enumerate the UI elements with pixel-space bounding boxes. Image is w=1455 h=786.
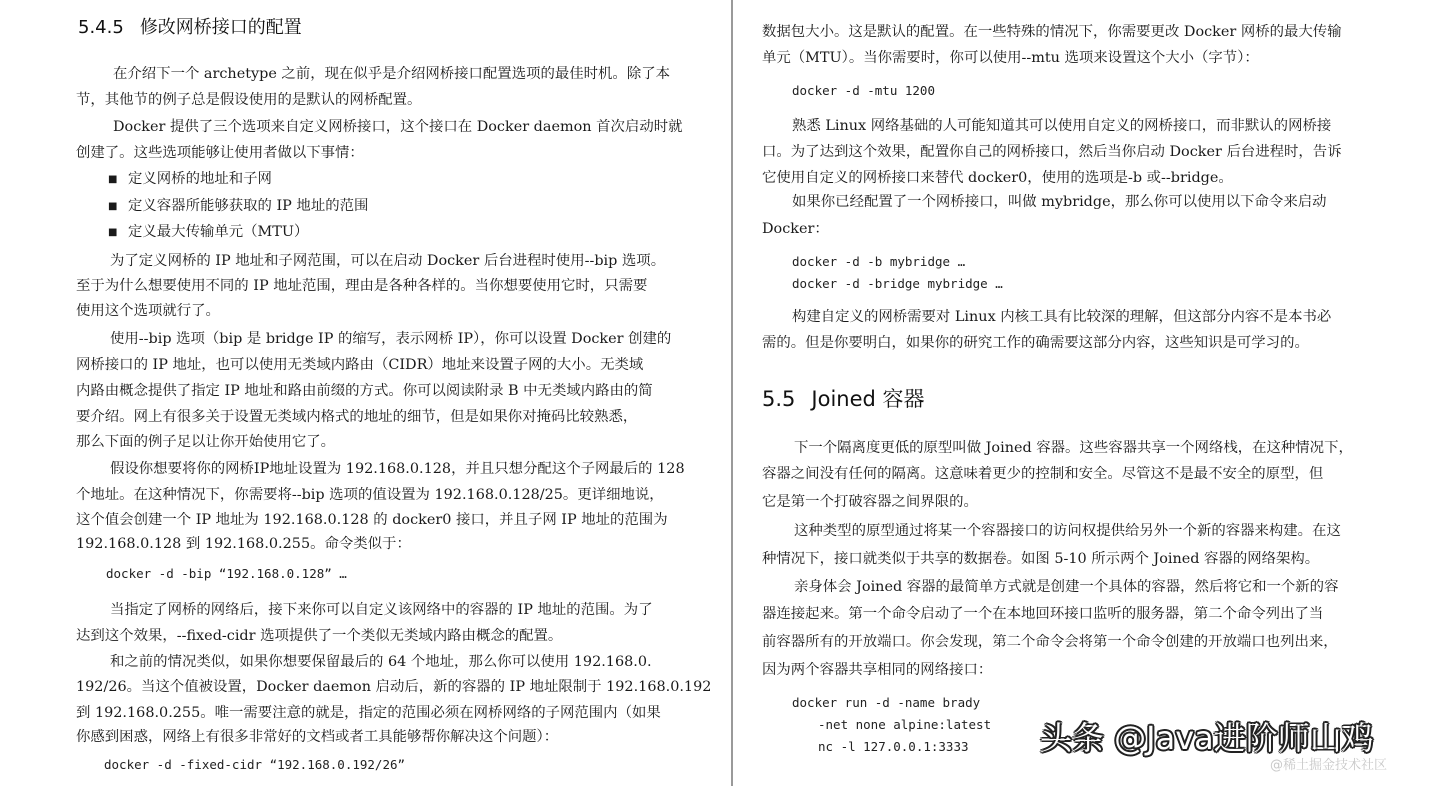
section-number: 5.4.5 (78, 17, 124, 38)
paragraph-line: 它使用自定义的网桥接口来替代 docker0，使用的选项是-b 或--bridge。 (762, 170, 1233, 186)
bullet-item: ■ 定义网桥的地址和子网 (128, 169, 272, 189)
section-title: 修改网桥接口的配置 (139, 17, 302, 38)
code-block-docker-run-line: docker run -d -name brady (792, 695, 981, 710)
paragraph-line: 器连接起来。第一个命令启动了一个在本地回环接口监听的服务器，第二个命令列出了当 (762, 606, 1324, 622)
paragraph-line: 当指定了网桥的网络后，接下来你可以自定义该网络中的容器的 IP 地址的范围。为了 (110, 602, 653, 618)
paragraph-line: 亲身体会 Joined 容器的最简单方式就是创建一个具体的容器，然后将它和一个新的容 (794, 579, 1339, 595)
paragraph-line: 因为两个容器共享相同的网络接口： (762, 662, 993, 678)
page-gutter (731, 0, 733, 786)
paragraph-line: 需的。但是你要明白，如果你的研究工作的确需要这部分内容，这些知识是可学习的。 (762, 335, 1309, 351)
code-block-fixed-cidr: docker -d -fixed-cidr “192.168.0.192/26” (104, 757, 406, 772)
paragraph-line: Docker 提供了三个选项来自定义网桥接口，这个接口在 Docker daemon 首次启动时就 (113, 119, 683, 135)
paragraph-line: 和之前的情况类似，如果你想要保留最后的 64 个地址，那么你可以使用 192.168.0. (110, 654, 652, 670)
section-heading-5-5 (762, 383, 925, 413)
section-number: 5.5 (762, 387, 796, 411)
paragraph-line: 如果你已经配置了一个网桥接口，叫做 mybridge，那么你可以使用以下命令来启动 (792, 194, 1327, 210)
paragraph-line: 为了定义网桥的 IP 地址和子网范围，可以在启动 Docker 后台进程时使用--bip 选项。 (110, 253, 666, 269)
paragraph-line: Docker： (762, 221, 829, 237)
paragraph-line: 下一个隔离度更低的原型叫做 Joined 容器。这些容器共享一个网络栈，在这种情况下， (794, 440, 1353, 456)
paragraph-line: 单元（MTU）。当你需要时，你可以使用--mtu 选项来设置这个大小（字节）： (762, 50, 1259, 66)
paragraph-line: 熟悉 Linux 网络基础的人可能知道其可以使用自定义的网桥接口，而非默认的网桥接 (792, 118, 1332, 134)
bullet-item: ■ 定义最大传输单元（MTU） (128, 222, 308, 242)
paragraph-line: 假设你想要将你的网桥IP地址设置为 192.168.0.128，并且只想分配这个子网最后的 128 (110, 461, 685, 477)
watermark-text: 头条 @Java进阶师山鸡 (1040, 719, 1374, 757)
watermark-subtext: @稀土掘金技术社区 (1270, 758, 1388, 773)
paragraph-line: 它是第一个打破容器之间界限的。 (762, 494, 978, 510)
paragraph-line: 那么下面的例子足以让你开始使用它了。 (76, 434, 336, 450)
paragraph-line: 节，其他节的例子总是假设使用的是默认的网桥配置。 (76, 92, 422, 108)
paragraph-line: 网桥接口的 IP 地址，也可以使用无类域内路由（CIDR）地址来设置子网的大小。无类域 (76, 357, 644, 373)
paragraph-line: 到 192.168.0.255。唯一需要注意的就是，指定的范围必须在网桥网络的子网范围内（如果 (76, 705, 661, 721)
code-block-bridge-line: docker -d -bridge mybridge … (792, 276, 1003, 291)
paragraph-line: 192.168.0.128 到 192.168.0.255。命令类似于： (76, 536, 411, 552)
paragraph-line: 数据包大小。这是默认的配置。在一些特殊的情况下，你需要更改 Docker 网桥的最大传输 (762, 24, 1342, 40)
paragraph-line: 这个值会创建一个 IP 地址为 192.168.0.128 的 docker0 接口，并且子网 IP 地址的范围为 (76, 512, 668, 528)
paragraph-line: 口。为了达到这个效果，配置你自己的网桥接口，然后当你启动 Docker 后台进程时，告诉 (762, 144, 1342, 160)
paragraph-line: 种情况下，接口就类似于共享的数据卷。如图 5-10 所示两个 Joined 容器的网络架构。 (762, 551, 1320, 567)
paragraph-line: 这种类型的原型通过将某一个容器接口的访问权提供给另外一个新的容器来构建。在这 (794, 523, 1341, 539)
paragraph-line: 达到这个效果，--fixed-cidr 选项提供了一个类似无类域内路由概念的配置。 (76, 628, 563, 644)
paragraph-line: 在介绍下一个 archetype 之前，现在似乎是介绍网桥接口配置选项的最佳时机。除了本 (113, 66, 670, 82)
paragraph-line: 使用这个选项就行了。 (76, 303, 220, 319)
code-block-bridge-line: docker -d -b mybridge … (792, 254, 966, 269)
paragraph-line: 个地址。在这种情况下，你需要将--bip 选项的值设置为 192.168.0.128/25。更详细地说， (76, 487, 664, 503)
code-block-docker-run-line: nc -l 127.0.0.1:3333 (818, 739, 969, 754)
code-block-bip: docker -d -bip “192.168.0.128” … (106, 566, 347, 581)
paragraph-line: 内路由概念提供了指定 IP 地址和路由前缀的方式。你可以阅读附录 B 中无类域内路由的简 (76, 383, 653, 399)
paragraph-line: 192/26。当这个值被设置，Docker daemon 启动后，新的容器的 IP 地址限制于 192.168.0.192 (76, 679, 712, 695)
paragraph-line: 使用--bip 选项（bip 是 bridge IP 的缩写，表示网桥 IP），你可以设置 Docker 创建的 (110, 331, 672, 347)
paragraph-line: 容器之间没有任何的隔离。这意味着更少的控制和安全。尽管这不是最不安全的原型，但 (762, 466, 1324, 482)
paragraph-line: 创建了。这些选项能够让使用者做以下事情： (76, 145, 364, 161)
paragraph-line: 你感到困惑，网络上有很多非常好的文档或者工具能够帮你解决这个问题）： (76, 729, 559, 745)
paragraph-line: 至于为什么想要使用不同的 IP 地址范围，理由是各种各样的。当你想要使用它时，只需要 (76, 278, 648, 294)
section-title: Joined 容器 (811, 387, 925, 411)
right-page (736, 0, 1455, 786)
paragraph-line: 要介绍。网上有很多关于设置无类域内格式的地址的细节，但是如果你对掩码比较熟悉， (76, 409, 638, 425)
code-block-mtu: docker -d -mtu 1200 (792, 83, 935, 98)
code-block-docker-run-line: -net none alpine:latest (818, 717, 992, 732)
section-heading-5-4-5 (78, 13, 302, 39)
paragraph-line: 构建自定义的网桥需要对 Linux 内核工具有比较深的理解，但这部分内容不是本书必 (792, 309, 1332, 325)
paragraph-line: 前容器所有的开放端口。你会发现，第二个命令会将第一个命令创建的开放端口也列出来， (762, 634, 1338, 650)
bullet-item: ■ 定义容器所能够获取的 IP 地址的范围 (128, 196, 368, 216)
